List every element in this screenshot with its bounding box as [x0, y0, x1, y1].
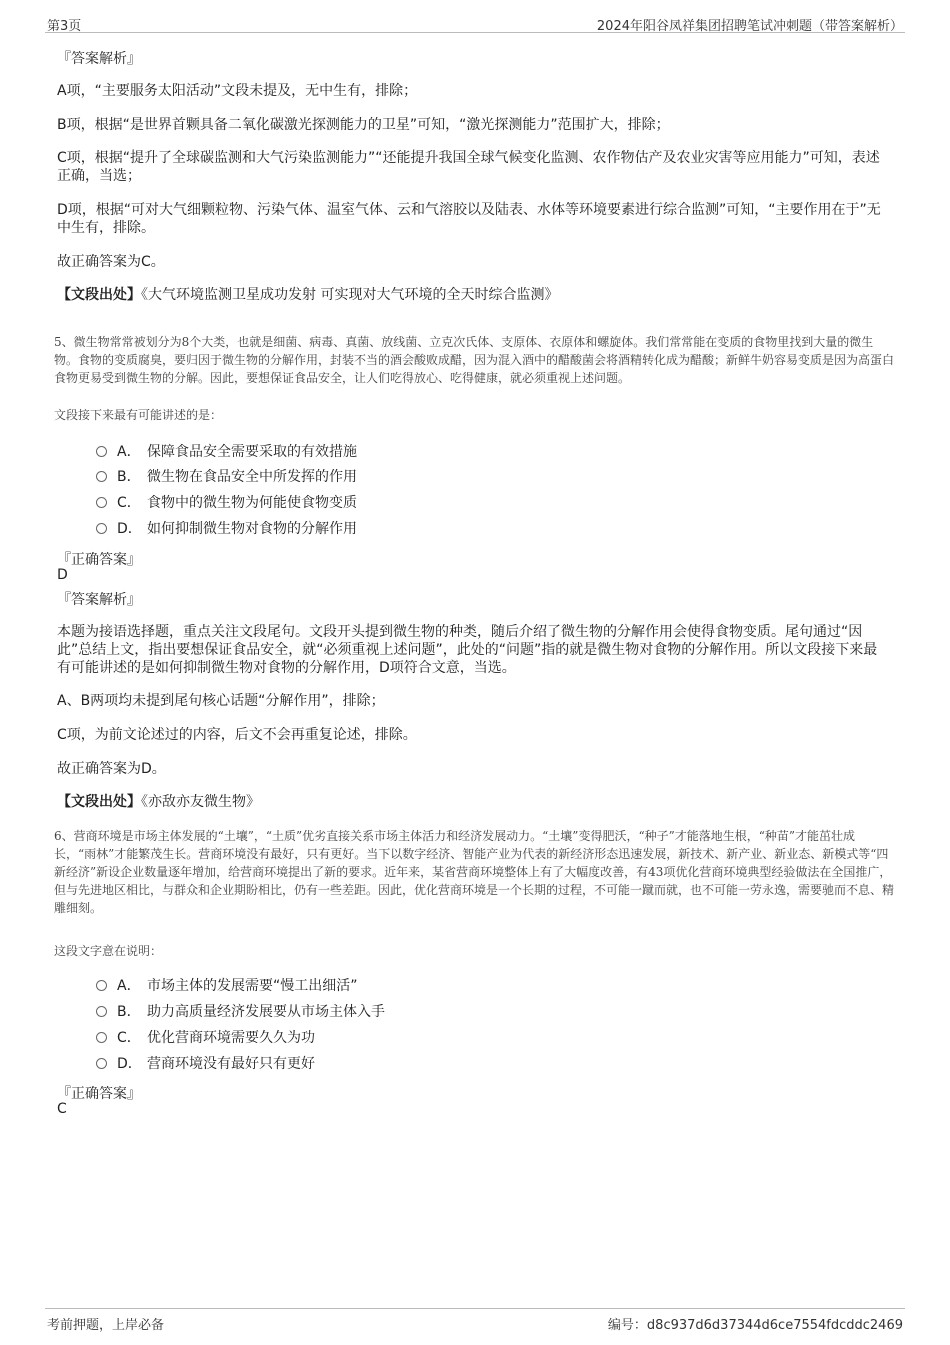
- q5-option-b[interactable]: [96, 468, 357, 486]
- q5-analysis-para: 本题为接语选择题，重点关注文段尾句。文段开头提到微生物的种类，随后介绍了微生物的分解作用会使得食物变质。尾句通过“因此”总结上文，指出要想保证食品安全，就“必须重视上述问题”，此处的“问题”指的就是微生物对食物的分解作用。所以文段接下来最有可能讲述的是如何抑制微生物对食物的分解作用，D项符合文意，当选。: [57, 624, 878, 676]
- radio-icon[interactable]: [96, 1006, 107, 1017]
- q5-analysis-para: C项，为前文论述过的内容，后文不会再重复论述，排除。: [57, 727, 417, 743]
- q5-source: [57, 793, 889, 811]
- q5-stem: 5、微生物常常被划分为8个大类，也就是细菌、病毒、真菌、放线菌、立克次氏体、支原体、衣原体和螺旋体。我们常常能在变质的食物里找到大量的微生物。食物的变质腐臭，要归因于微生物的分解作用，封装不当的酒会酸败成醋，因为混入酒中的醋酸菌会将酒精转化成为醋酸；新鲜牛奶容易变质是因为高蛋白食物更易受到微生物的分解。因此，要想保证食品安全，让人们吃得放心、吃得健康，就必须重视上述问题。: [54, 335, 895, 385]
- q4-analysis-para: A项，“主要服务太阳活动”文段未提及，无中生有，排除；: [57, 83, 418, 99]
- q5-answer: D: [57, 567, 68, 583]
- source-label: 【文段出处】: [57, 287, 141, 303]
- q5-answer-label: 『正确答案』: [57, 552, 141, 568]
- q4-analysis-para: D项，根据“可对大气细颗粒物、污染气体、温室气体、云和气溶胶以及陆表、水体等环境要素进行综合监测”可知，“主要作用在于”无中生有，排除。: [57, 202, 881, 236]
- radio-icon[interactable]: [96, 523, 107, 534]
- q6-option-c[interactable]: [96, 1029, 315, 1047]
- option-letter: D．: [117, 521, 142, 537]
- q6-option-a[interactable]: [96, 977, 358, 995]
- q5-analysis-para: A、B两项均未提到尾句核心话题“分解作用”，排除；: [57, 693, 385, 709]
- option-text: 助力高质量经济发展要从市场主体入手: [147, 1004, 385, 1020]
- radio-icon[interactable]: [96, 471, 107, 482]
- option-text: 市场主体的发展需要“慢工出细活”: [147, 978, 358, 994]
- page-number: 第3页: [47, 19, 82, 34]
- option-letter: C．: [117, 495, 141, 511]
- q5-option-d[interactable]: [96, 520, 357, 538]
- q6-option-b[interactable]: [96, 1003, 385, 1021]
- page-header: [45, 14, 905, 33]
- radio-icon[interactable]: [96, 1058, 107, 1069]
- q6-prompt: 这段文字意在说明：: [54, 944, 163, 958]
- option-letter: D．: [117, 1056, 142, 1072]
- q4-analysis-label: 『答案解析』: [57, 51, 141, 67]
- option-letter: B．: [117, 469, 141, 485]
- option-text: 如何抑制微生物对食物的分解作用: [147, 521, 357, 537]
- option-text: 食物中的微生物为何能使食物变质: [147, 495, 357, 511]
- q5-prompt: 文段接下来最有可能讲述的是：: [54, 408, 223, 422]
- option-letter: C．: [117, 1030, 141, 1046]
- radio-icon[interactable]: [96, 497, 107, 508]
- source-label: 【文段出处】: [57, 794, 141, 810]
- radio-icon[interactable]: [96, 446, 107, 457]
- q6-stem: 6、营商环境是市场主体发展的“土壤”，“土质”优劣直接关系市场主体活力和经济发展动力。“土壤”变得肥沃，“种子”才能落地生根，“种苗”才能茁壮成长，“雨林”才能繁茂生长。营商环境没有最好，只有更好。当下以数字经济、智能产业为代表的新经济形态迅速发展，新技术、新产业、新业态、新模式等“四新经济”新设企业数量逐年增加，给营商环境提出了新的要求。近年来，某省营商环境整体上有了大幅度改善，有43项优化营商环境典型经验做法在全国推广，但与先进地区相比，与群众和企业期盼相比，仍有一些差距。因此，优化营商环境是一个长期的过程，不可能一蹴而就，也不可能一劳永逸，需要驰而不息、精雕细刻。: [54, 829, 895, 915]
- q4-analysis-para: B项，根据“是世界首颗具备二氧化碳激光探测能力的卫星”可知，“激光探测能力”范围扩大，排除；: [57, 117, 670, 133]
- option-letter: A．: [117, 444, 141, 460]
- q6-option-d[interactable]: [96, 1055, 315, 1073]
- footer-slogan: 考前押题，上岸必备: [47, 1318, 165, 1333]
- q4-source: [57, 286, 889, 304]
- option-letter: A．: [117, 978, 141, 994]
- page-footer: [45, 1308, 905, 1331]
- option-text: 保障食品安全需要采取的有效措施: [147, 444, 357, 460]
- radio-icon[interactable]: [96, 1032, 107, 1043]
- q4-conclusion: 故正确答案为C。: [57, 254, 165, 270]
- q5-conclusion: 故正确答案为D。: [57, 761, 166, 777]
- option-text: 微生物在食品安全中所发挥的作用: [147, 469, 357, 485]
- q5-analysis-label: 『答案解析』: [57, 592, 141, 608]
- q6-answer-label: 『正确答案』: [57, 1086, 141, 1102]
- source-text: 《亦敌亦友微生物》: [141, 794, 260, 810]
- q5-option-a[interactable]: [96, 443, 357, 461]
- document-code: 编号：d8c937d6d37344d6ce7554fdcddc2469: [607, 1318, 903, 1333]
- q5-option-c[interactable]: [96, 494, 357, 512]
- option-text: 营商环境没有最好只有更好: [147, 1056, 315, 1072]
- document-title: 2024年阳谷凤祥集团招聘笔试冲刺题（带答案解析）: [596, 19, 903, 34]
- q4-analysis-para: C项，根据“提升了全球碳监测和大气污染监测能力”“还能提升我国全球气候变化监测、农作物估产及农业灾害等应用能力”可知，表述正确，当选；: [57, 150, 880, 184]
- radio-icon[interactable]: [96, 980, 107, 991]
- option-text: 优化营商环境需要久久为功: [147, 1030, 315, 1046]
- option-letter: B．: [117, 1004, 141, 1020]
- source-text: 《大气环境监测卫星成功发射 可实现对大气环境的全天时综合监测》: [141, 287, 559, 303]
- q6-answer: C: [57, 1101, 67, 1117]
